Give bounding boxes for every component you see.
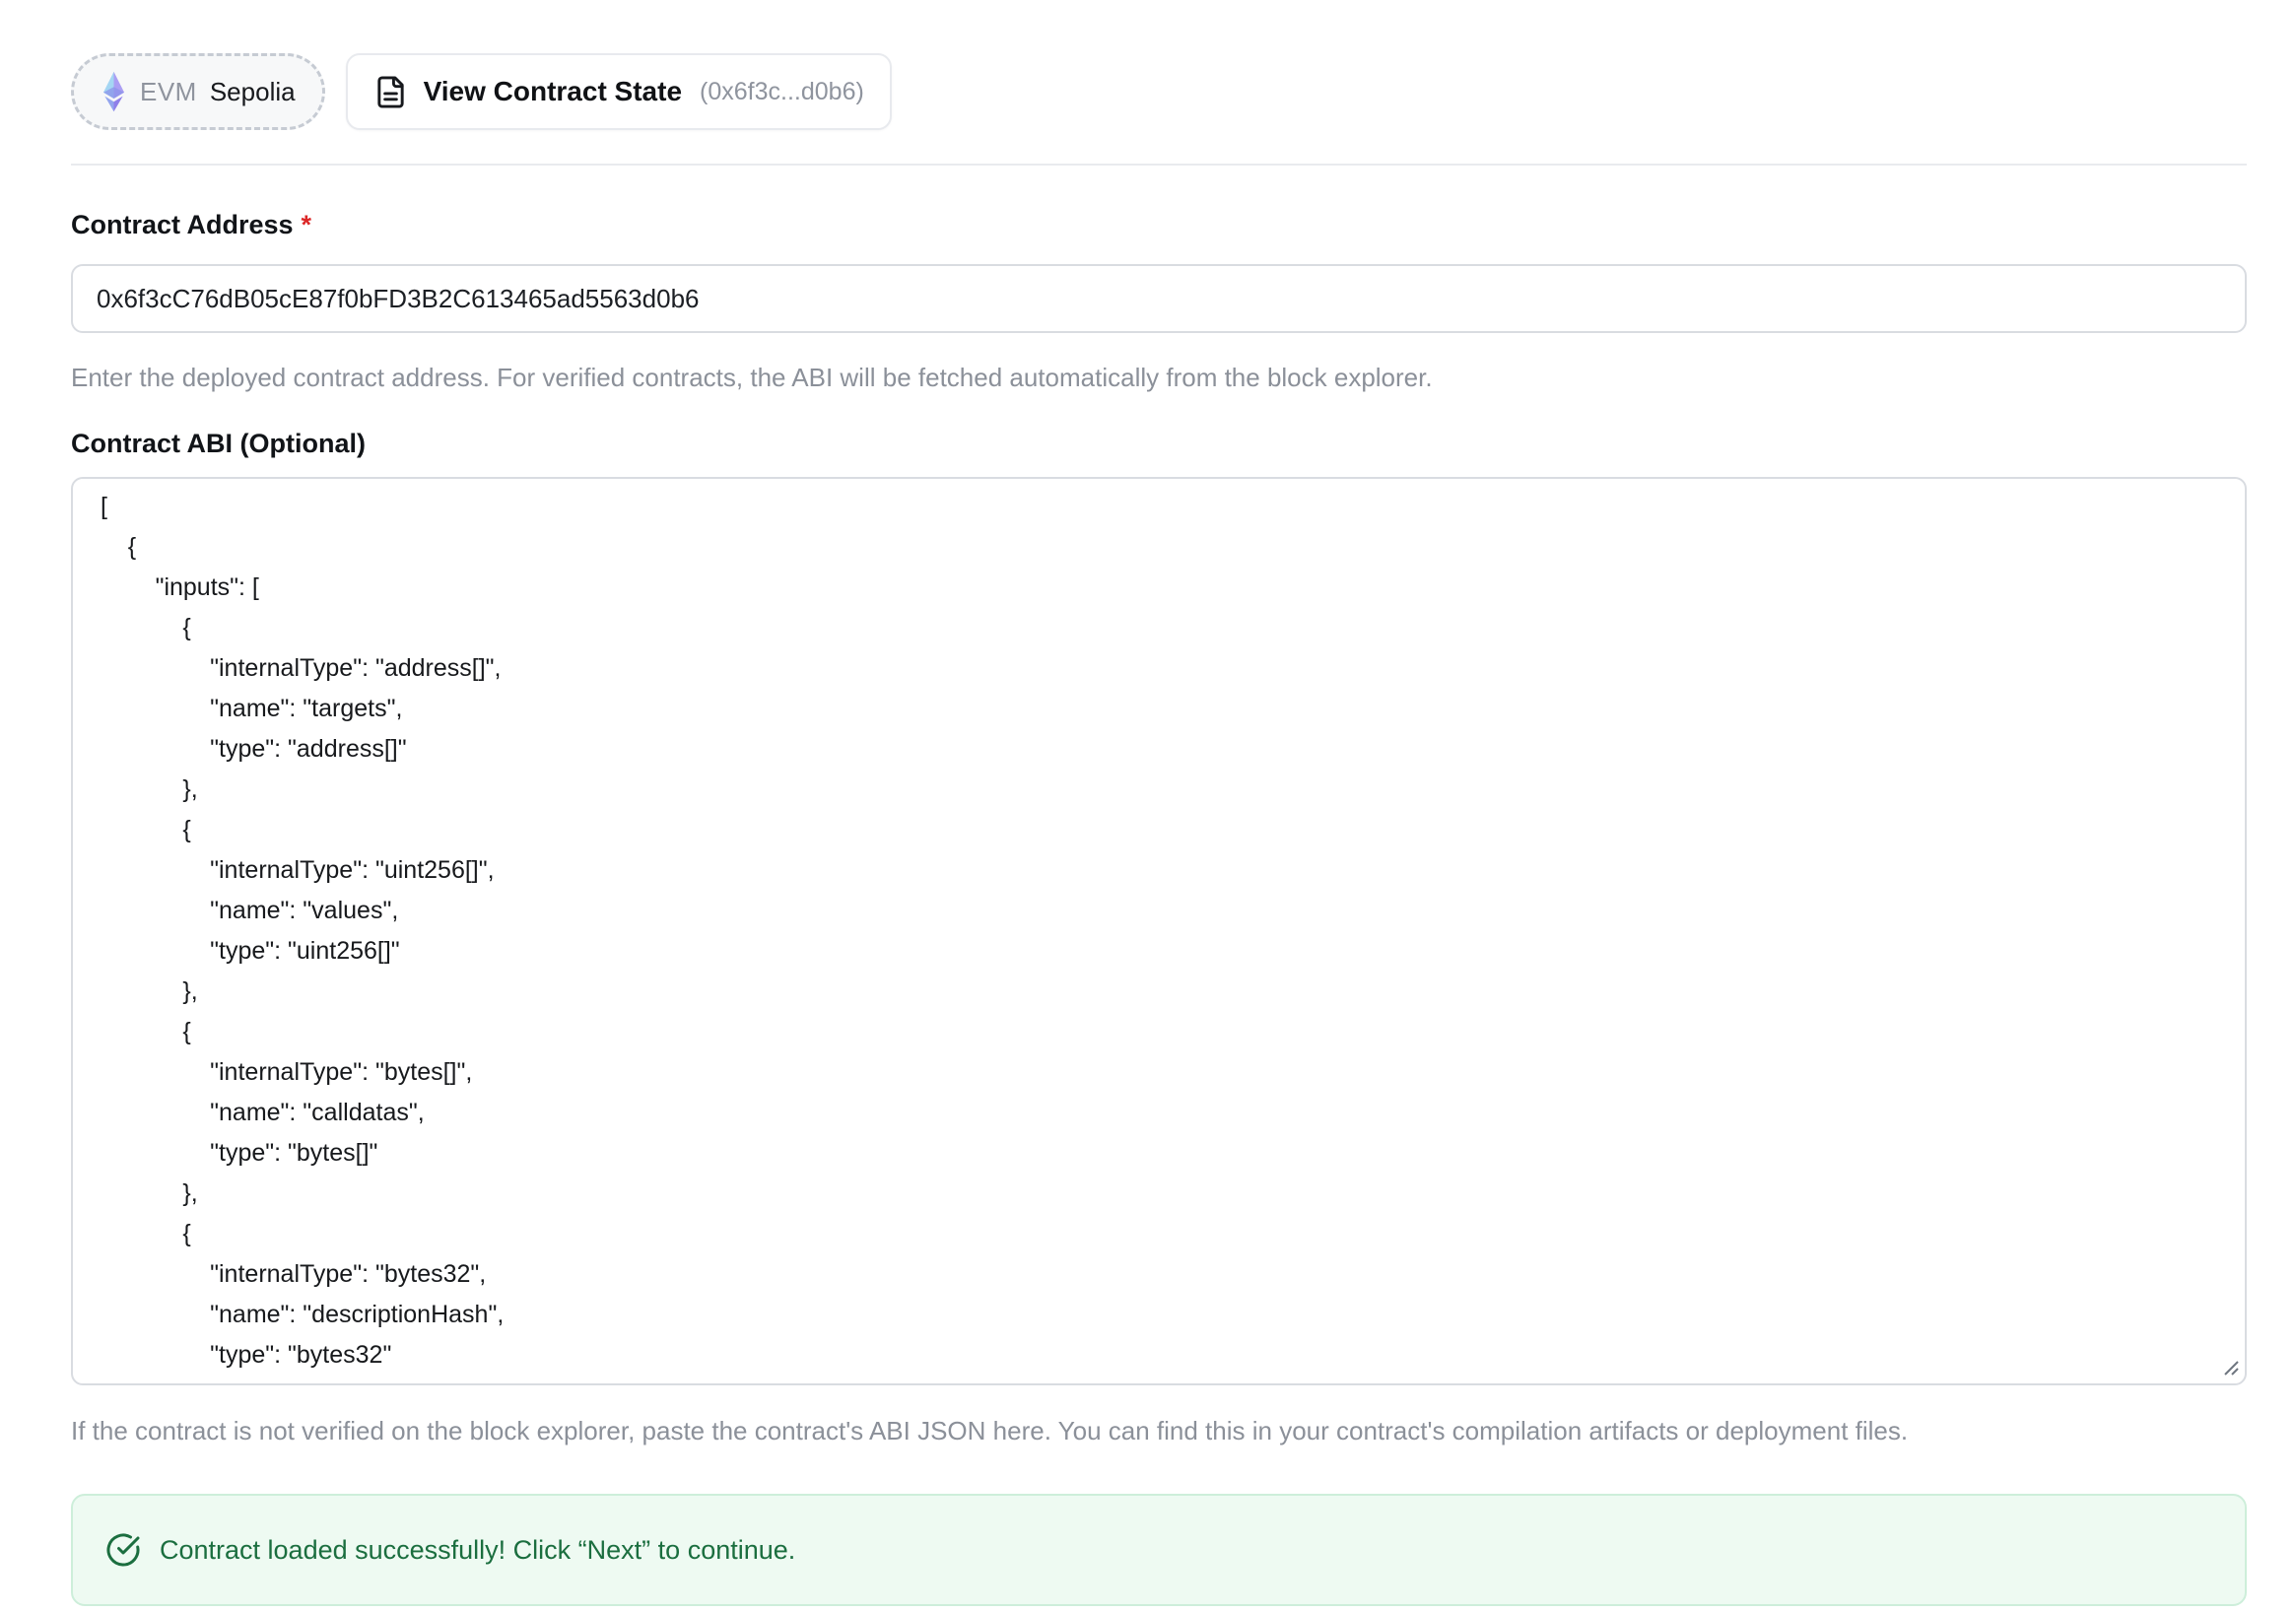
action-chip-address: (0x6f3c...d0b6) bbox=[700, 77, 864, 105]
network-name: Sepolia bbox=[209, 76, 296, 106]
contract-address-helper: Enter the deployed contract address. For verified contracts, the ABI will be fetched automatically from the block explorer. bbox=[71, 363, 1433, 392]
header-chips bbox=[71, 53, 2247, 130]
action-chip-title: View Contract State bbox=[423, 76, 683, 106]
contract-abi-field bbox=[71, 477, 2247, 1385]
network-chip[interactable] bbox=[71, 53, 325, 130]
success-banner bbox=[71, 1494, 2247, 1606]
evm-label: EVM bbox=[140, 76, 197, 106]
required-asterisk: * bbox=[301, 210, 312, 239]
contract-abi-label: Contract ABI (Optional) bbox=[71, 429, 366, 458]
file-text-icon bbox=[373, 75, 408, 109]
success-banner-message: Contract loaded successfully! Click “Next” to continue. bbox=[160, 1534, 796, 1565]
ethereum-icon bbox=[101, 70, 127, 113]
view-contract-state-chip[interactable] bbox=[346, 53, 892, 130]
contract-abi-textarea[interactable] bbox=[71, 477, 2247, 1385]
contract-address-label-text: Contract Address bbox=[71, 210, 294, 239]
divider bbox=[71, 164, 2247, 166]
contract-address-label bbox=[71, 209, 2247, 240]
check-circle-icon bbox=[105, 1532, 141, 1568]
contract-abi-helper: If the contract is not verified on the block explorer, paste the contract's ABI JSON here. You can find this in your contract's compilation artifacts or deployment files. bbox=[71, 1416, 1909, 1445]
contract-address-input[interactable] bbox=[71, 264, 2247, 333]
